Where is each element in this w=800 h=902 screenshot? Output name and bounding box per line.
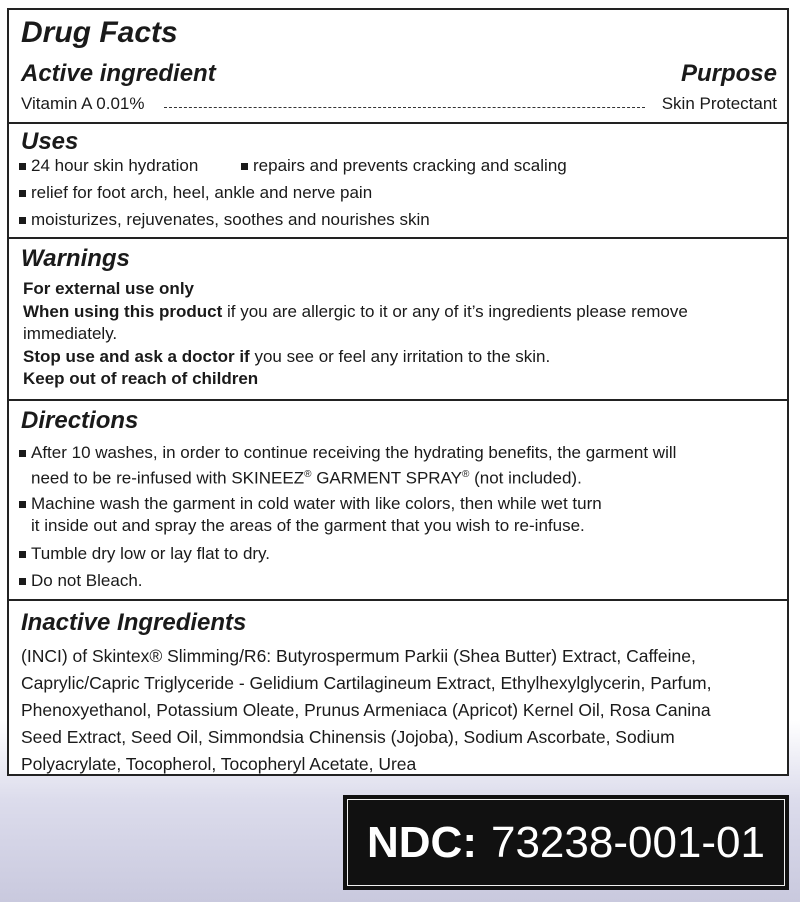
- purpose-heading: Purpose: [680, 60, 777, 87]
- inactive-ingredients-line: Caprylic/Capric Triglyceride - Gelidium Cartilagineum Extract, Ethylhexylglycerin, Parfum,: [21, 673, 712, 693]
- drug-facts-title: Drug Facts: [21, 16, 178, 49]
- when-using-text-cont: immediately.: [23, 324, 118, 343]
- active-ingredient-heading: Active ingredient: [21, 60, 216, 87]
- ndc-label: NDC:: [367, 817, 477, 867]
- bullet-icon: [19, 163, 26, 170]
- warnings-section: [9, 237, 787, 401]
- directions-item: After 10 washes, in order to continue receiving the hydrating benefits, the garment will: [19, 443, 676, 463]
- stop-use-text: Stop use and ask a doctor if you see or feel any irritation to the skin.: [23, 347, 551, 366]
- directions-item: Do not Bleach.: [19, 571, 143, 591]
- bullet-icon: [19, 190, 26, 197]
- uses-section: [9, 122, 787, 239]
- uses-item: 24 hour skin hydration: [19, 156, 198, 176]
- bullet-icon: [19, 578, 26, 585]
- bullet-icon: [19, 551, 26, 558]
- ndc-box: [343, 795, 789, 890]
- active-ingredient-value: Vitamin A 0.01%: [21, 94, 145, 113]
- directions-item-cont: need to be re-infused with SKINEEZ® GARMENT SPRAY® (not included).: [31, 468, 582, 488]
- bullet-icon: [19, 450, 26, 457]
- directions-section: [9, 399, 787, 601]
- directions-item-cont: it inside out and spray the areas of the garment that you wish to re-infuse.: [31, 516, 585, 535]
- inactive-ingredients-line: Polyacrylate, Tocopherol, Tocopheryl Acetate, Urea: [21, 754, 417, 774]
- bullet-icon: [241, 163, 248, 170]
- leader-dots: [164, 107, 645, 108]
- bullet-icon: [19, 217, 26, 224]
- keep-out-text: Keep out of reach of children: [23, 369, 259, 388]
- inactive-ingredients-line: (INCI) of Skintex® Slimming/R6: Butyrospermum Parkii (Shea Butter) Extract, Caffeine,: [21, 646, 696, 666]
- inactive-ingredients-line: Phenoxyethanol, Potassium Oleate, Prunus Armeniaca (Apricot) Kernel Oil, Rosa Canina: [21, 700, 711, 720]
- bullet-icon: [19, 501, 26, 508]
- ndc-inner: [347, 799, 785, 886]
- uses-heading: Uses: [21, 128, 79, 155]
- inactive-ingredients-heading: Inactive Ingredients: [21, 609, 247, 636]
- directions-item: Tumble dry low or lay flat to dry.: [19, 544, 270, 564]
- ndc-number: 73238-001-01: [490, 817, 765, 867]
- inactive-ingredients-section: [9, 599, 787, 774]
- when-using-text: When using this product if you are allergic to it or any of it’s ingredients please remove: [23, 302, 688, 321]
- directions-item: Machine wash the garment in cold water with like colors, then while wet turn: [19, 494, 602, 514]
- uses-item: relief for foot arch, heel, ankle and nerve pain: [19, 183, 372, 203]
- warnings-heading: Warnings: [21, 245, 130, 272]
- purpose-value: Skin Protectant: [661, 94, 777, 113]
- directions-heading: Directions: [21, 407, 139, 434]
- external-use-text: For external use only: [23, 279, 194, 298]
- uses-item: moisturizes, rejuvenates, soothes and nourishes skin: [19, 210, 430, 230]
- inactive-ingredients-line: Seed Extract, Seed Oil, Simmondsia Chinensis (Jojoba), Sodium Ascorbate, Sodium: [21, 727, 675, 747]
- drug-facts-panel: [7, 8, 789, 776]
- drug-facts-section: [9, 10, 787, 124]
- uses-item: repairs and prevents cracking and scaling: [241, 156, 567, 176]
